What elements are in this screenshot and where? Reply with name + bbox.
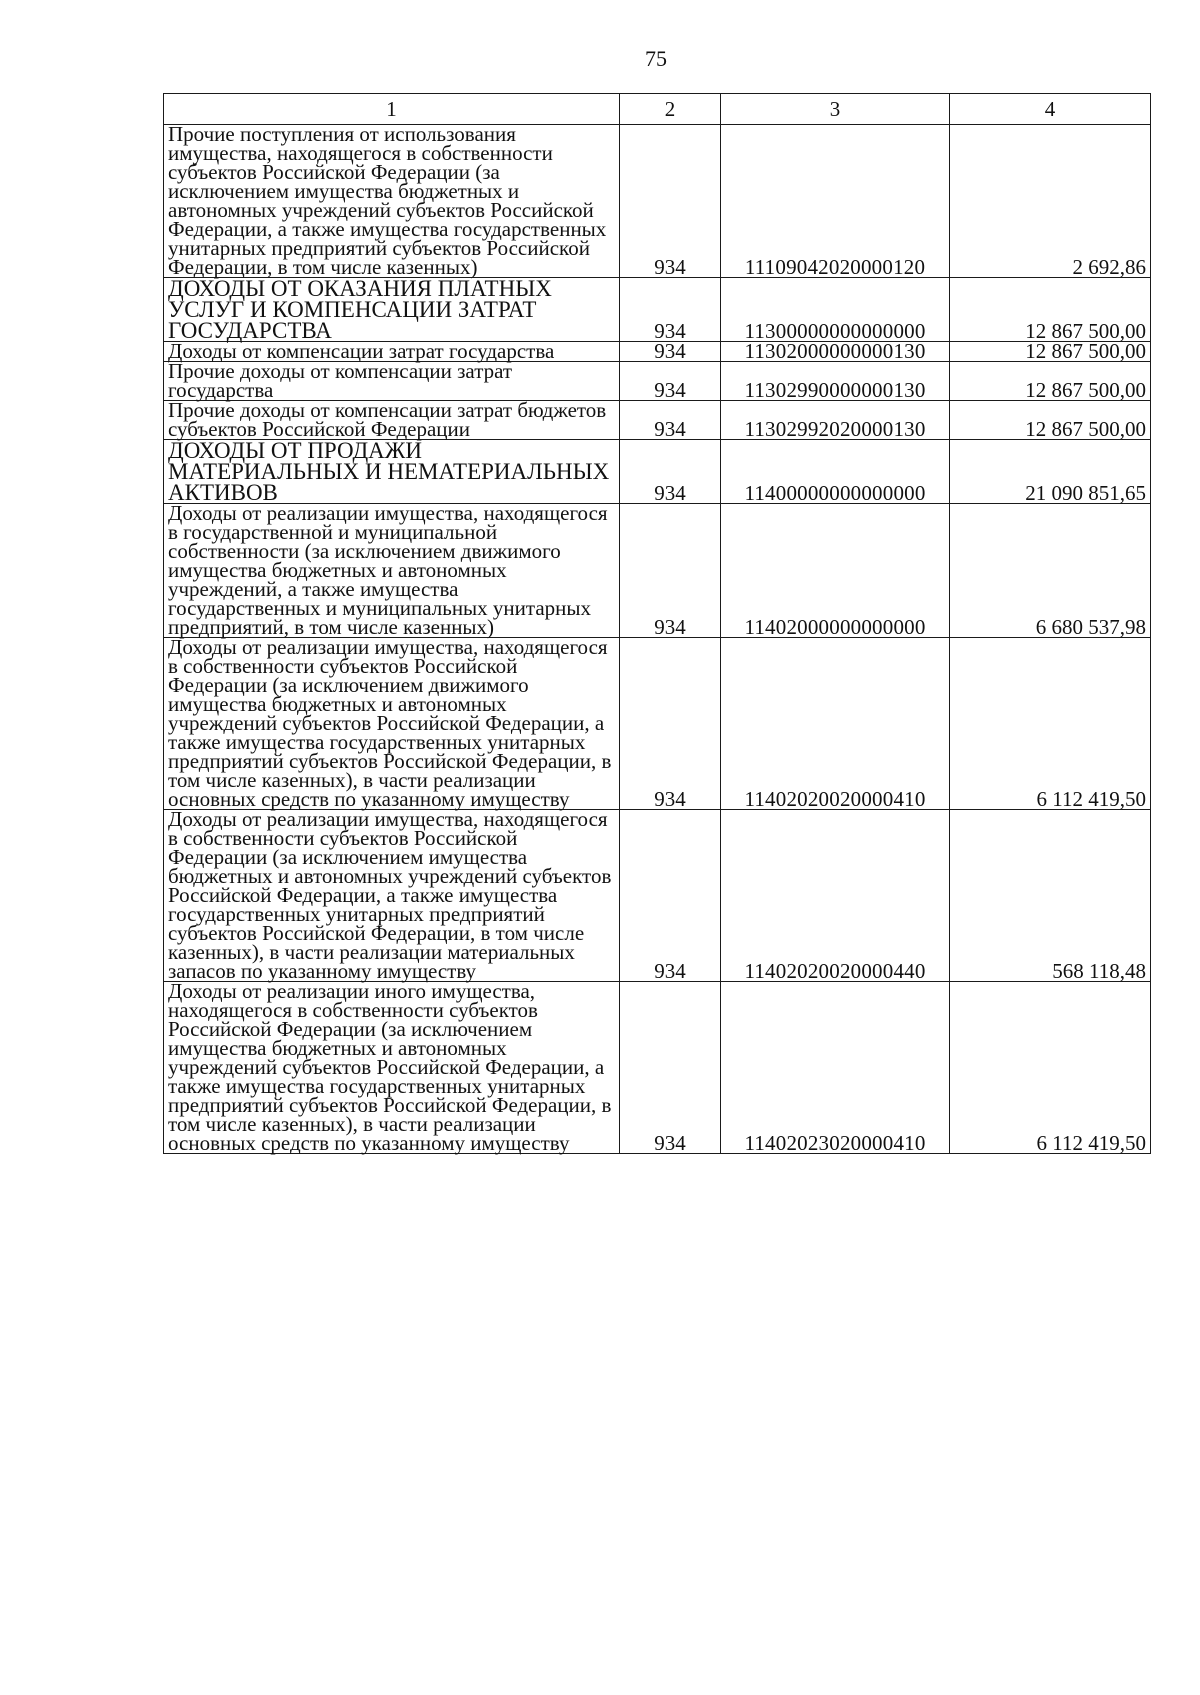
row-name: ДОХОДЫ ОТ ПРОДАЖИ МАТЕРИАЛЬНЫХ И НЕМАТЕРИАЛЬНЫХ АКТИВОВ	[164, 440, 620, 504]
row-name: Доходы от реализации имущества, находящегося в собственности субъектов Российской Федерации (за исключением движимого имущества бюджетных и автономных учреждений субъектов Российской Федерации, а также имущества государственных унитарных предприятий субъектов Российской Федерации, в том числе казенных), в части реализации основных средств по указанному имуществу	[164, 638, 620, 810]
row-budget-code: 11109042020000120	[721, 125, 950, 278]
header-col-2: 2	[620, 94, 721, 125]
row-budget-code: 11302000000000130	[721, 342, 950, 362]
header-row	[164, 94, 1151, 125]
row-budget-code: 11402023020000410	[721, 982, 950, 1154]
row-name: Прочие доходы от компенсации затрат государства	[164, 362, 620, 401]
table-row	[164, 401, 1151, 440]
row-amount: 12 867 500,00	[950, 401, 1151, 440]
revenue-table	[163, 93, 1151, 1154]
row-budget-code: 11400000000000000	[721, 440, 950, 504]
row-budget-code: 11300000000000000	[721, 278, 950, 342]
header-col-1: 1	[164, 94, 620, 125]
table-body	[164, 122, 1151, 1155]
table-row	[164, 638, 1151, 810]
table-row	[164, 440, 1151, 504]
row-amount: 12 867 500,00	[950, 362, 1151, 401]
row-budget-code: 11302992020000130	[721, 401, 950, 440]
table-row	[164, 125, 1151, 278]
row-amount: 2 692,86	[950, 125, 1151, 278]
table-row	[164, 278, 1151, 342]
table-row	[164, 982, 1151, 1154]
row-admin-code: 934	[620, 342, 721, 362]
row-name: Прочие доходы от компенсации затрат бюджетов субъектов Российской Федерации	[164, 401, 620, 440]
row-amount: 6 112 419,50	[950, 638, 1151, 810]
row-admin-code: 934	[620, 810, 721, 982]
row-admin-code: 934	[620, 440, 721, 504]
row-name: Прочие поступления от использования имущества, находящегося в собственности субъектов Российской Федерации (за исключением имущества бюджетных и автономных учреждений субъектов Российской Федерации, а также имущества государственных унитарных предприятий субъектов Российской Федерации, в том числе казенных)	[164, 125, 620, 278]
table-row	[164, 504, 1151, 638]
row-name: Доходы от компенсации затрат государства	[164, 342, 620, 362]
table-row	[164, 362, 1151, 401]
row-amount: 12 867 500,00	[950, 278, 1151, 342]
page-number: 75	[645, 46, 667, 71]
table-row	[164, 810, 1151, 982]
row-budget-code: 11402020020000440	[721, 810, 950, 982]
row-amount: 6 680 537,98	[950, 504, 1151, 638]
row-admin-code: 934	[620, 982, 721, 1154]
row-name: ДОХОДЫ ОТ ОКАЗАНИЯ ПЛАТНЫХ УСЛУГ И КОМПЕНСАЦИИ ЗАТРАТ ГОСУДАРСТВА	[164, 278, 620, 342]
row-name: Доходы от реализации имущества, находящегося в собственности субъектов Российской Федерации (за исключением имущества бюджетных и автономных учреждений субъектов Российской Федерации, а также имущества государственных унитарных предприятий субъектов Российской Федерации, в том числе казенных), в части реализации материальных запасов по указанному имуществу	[164, 810, 620, 982]
row-name: Доходы от реализации имущества, находящегося в государственной и муниципальной собственности (за исключением движимого имущества бюджетных и автономных учреждений, а также имущества государственных и муниципальных унитарных предприятий, в том числе казенных)	[164, 504, 620, 638]
row-budget-code: 11402020020000410	[721, 638, 950, 810]
row-admin-code: 934	[620, 125, 721, 278]
row-admin-code: 934	[620, 278, 721, 342]
table-header	[164, 94, 1151, 125]
row-admin-code: 934	[620, 504, 721, 638]
row-name: Доходы от реализации иного имущества, находящегося в собственности субъектов Российской Федерации (за исключением имущества бюджетных и автономных учреждений субъектов Российской Федерации, а также имущества государственных унитарных предприятий субъектов Российской Федерации, в том числе казенных), в части реализации основных средств по указанному имуществу	[164, 982, 620, 1154]
row-admin-code: 934	[620, 362, 721, 401]
row-amount: 6 112 419,50	[950, 982, 1151, 1154]
row-amount: 568 118,48	[950, 810, 1151, 982]
row-amount: 21 090 851,65	[950, 440, 1151, 504]
header-col-4: 4	[950, 94, 1151, 125]
row-budget-code: 11302990000000130	[721, 362, 950, 401]
row-admin-code: 934	[620, 638, 721, 810]
row-admin-code: 934	[620, 401, 721, 440]
header-col-3: 3	[721, 94, 950, 125]
row-amount: 12 867 500,00	[950, 342, 1151, 362]
row-budget-code: 11402000000000000	[721, 504, 950, 638]
